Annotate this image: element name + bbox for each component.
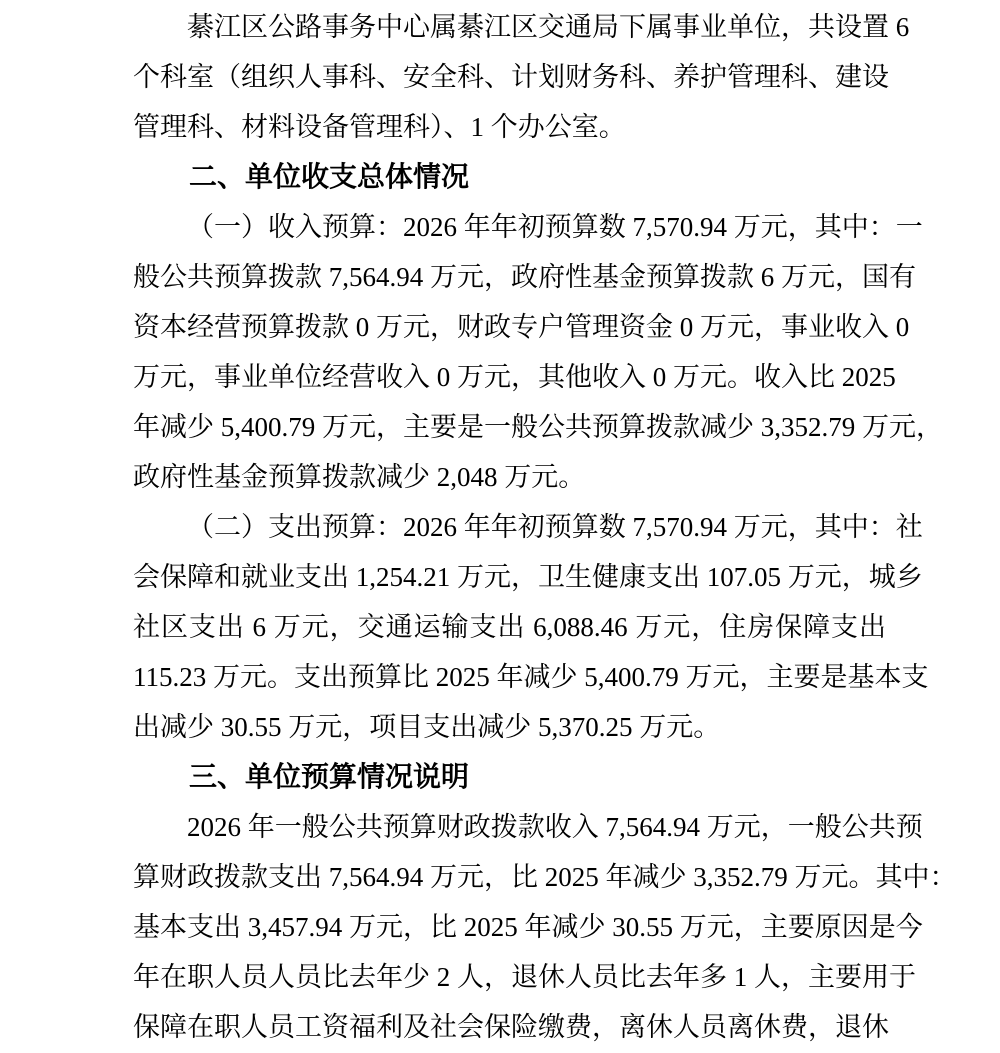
paragraph-line: 算财政拨款支出 7,564.94 万元，比 2025 年减少 3,352.79 万元。其中：	[133, 862, 957, 892]
paragraph-line: 2026 年一般公共预算财政拨款收入 7,564.94 万元，一般公共预	[187, 812, 923, 842]
paragraph-line: 般公共预算拨款 7,564.94 万元，政府性基金预算拨款 6 万元，国有	[133, 262, 916, 292]
paragraph-line: 保障在职人员工资福利及社会保险缴费，离休人员离休费，退休	[133, 1012, 889, 1042]
paragraph-line: 出减少 30.55 万元，项目支出减少 5,370.25 万元。	[133, 712, 721, 742]
paragraph-line: 资本经营预算拨款 0 万元，财政专户管理资金 0 万元，事业收入 0	[133, 312, 910, 342]
paragraph-line: 政府性基金预算拨款减少 2,048 万元。	[133, 462, 586, 492]
section-heading-budget-explanation: 三、单位预算情况说明	[189, 761, 470, 792]
paragraph-line: 年减少 5,400.79 万元，主要是一般公共预算拨款减少 3,352.79 万元，	[133, 412, 943, 442]
paragraph-line: 管理科、材料设备管理科）、1 个办公室。	[133, 112, 626, 142]
paragraph-line: 个科室（组织人事科、安全科、计划财务科、养护管理科、建设	[133, 62, 889, 92]
paragraph-line: 年在职人员人员比去年少 2 人，退休人员比去年多 1 人，主要用于	[133, 962, 916, 992]
paragraph-line: （一）收入预算：2026 年年初预算数 7,570.94 万元，其中：一	[187, 212, 923, 242]
paragraph-line: 会保障和就业支出 1,254.21 万元，卫生健康支出 107.05 万元，城乡	[133, 562, 923, 592]
paragraph-line: 基本支出 3,457.94 万元，比 2025 年减少 30.55 万元，主要原因是今	[133, 912, 923, 942]
paragraph-line: 綦江区公路事务中心属綦江区交通局下属事业单位，共设置 6	[187, 12, 910, 42]
paragraph-line: （二）支出预算：2026 年年初预算数 7,570.94 万元，其中：社	[187, 512, 923, 542]
section-heading-income-expense-overview: 二、单位收支总体情况	[189, 161, 470, 192]
paragraph-line: 社区支出 6 万元，交通运输支出 6,088.46 万元，住房保障支出	[133, 612, 886, 642]
paragraph-line: 万元，事业单位经营收入 0 万元，其他收入 0 万元。收入比 2025	[133, 362, 896, 392]
paragraph-line: 115.23 万元。支出预算比 2025 年减少 5,400.79 万元，主要是基本支	[133, 662, 929, 692]
